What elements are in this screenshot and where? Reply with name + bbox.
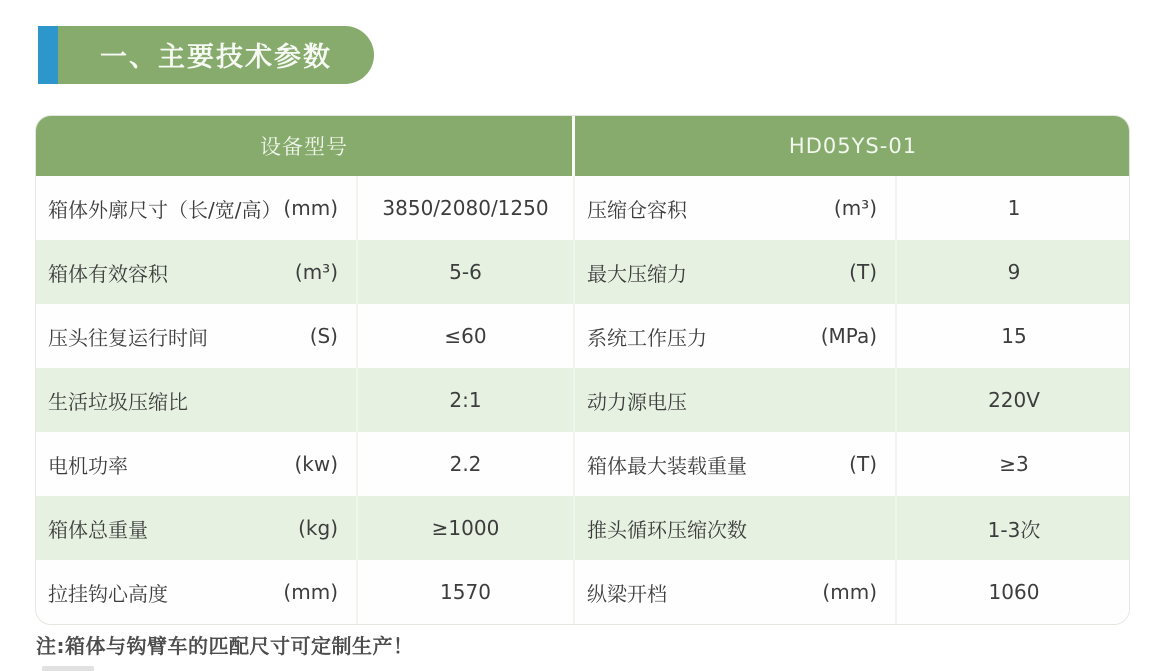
param-label: 纵梁开档 (587, 581, 667, 606)
table-row (36, 240, 1129, 304)
param-label: 生活垃圾压缩比 (48, 389, 188, 414)
param-label: 推头循环压缩次数 (587, 517, 747, 542)
cutoff-next-section-fragment (42, 666, 94, 671)
param-unit: (mm) (283, 580, 338, 604)
param-name-cell (36, 560, 358, 624)
param-label: 系统工作压力 (587, 325, 707, 350)
param-unit: (mm) (822, 580, 877, 604)
section-title-badge (58, 26, 374, 84)
param-unit: (T) (849, 260, 877, 284)
param-name-cell (36, 176, 358, 240)
footnote: 注:箱体与钩臂车的匹配尺寸可定制生产！ (36, 634, 414, 658)
table-row (36, 368, 1129, 432)
param-value-cell: 1570 (358, 560, 575, 624)
param-label: 压头往复运行时间 (48, 325, 208, 350)
param-label: 拉挂钩心高度 (48, 581, 168, 606)
table-header-model-label: 设备型号 (36, 116, 575, 176)
param-unit: (S) (309, 324, 338, 348)
param-value-cell: 1060 (988, 580, 1040, 604)
param-value-cell: 15 (1001, 324, 1027, 348)
param-value-cell: ≥3 (999, 452, 1029, 476)
param-unit: (kw) (294, 452, 338, 476)
param-label: 动力源电压 (587, 389, 687, 414)
param-value-cell: 220V (988, 388, 1040, 412)
param-unit: (T) (849, 452, 877, 476)
section-header (38, 26, 374, 84)
param-value-cell: 5-6 (358, 240, 575, 304)
param-value-cell: 1 (1007, 196, 1021, 220)
param-name-cell (575, 240, 897, 304)
table-row (36, 304, 1129, 368)
param-value-cell: 9 (1007, 260, 1021, 284)
table-row (36, 496, 1129, 560)
param-name-cell (575, 368, 897, 432)
table-row (36, 432, 1129, 496)
param-name-cell (575, 560, 897, 624)
param-name-cell (36, 496, 358, 560)
accent-bar (38, 26, 58, 84)
param-name-cell (575, 432, 897, 496)
param-unit: (kg) (298, 516, 338, 540)
param-name-cell (575, 496, 897, 560)
param-name-cell (575, 304, 897, 368)
table-header-model-value: HD05YS-01 (788, 134, 918, 158)
param-name-cell (36, 240, 358, 304)
param-value-cell: 3850/2080/1250 (358, 176, 575, 240)
section-title: 一、主要技术参数 (100, 41, 332, 73)
param-label: 箱体最大装载重量 (587, 453, 747, 478)
param-label: 箱体总重量 (48, 517, 148, 542)
param-value-cell: 1-3次 (987, 517, 1041, 542)
param-unit: (mm) (283, 196, 338, 220)
table-row (36, 176, 1129, 240)
table-header-row (36, 116, 1129, 176)
spec-table (35, 115, 1130, 625)
param-name-cell (36, 432, 358, 496)
param-label: 箱体外廓尺寸（长/宽/高） (48, 197, 282, 222)
param-label: 压缩仓容积 (587, 197, 687, 222)
param-value-cell: ≤60 (358, 304, 575, 368)
param-unit: (MPa) (820, 324, 877, 348)
param-name-cell (36, 368, 358, 432)
param-value-cell: 2.2 (358, 432, 575, 496)
param-name-cell (575, 176, 897, 240)
param-value-cell: 2:1 (358, 368, 575, 432)
param-label: 电机功率 (48, 453, 128, 478)
param-unit: (m³) (294, 260, 338, 284)
param-name-cell (36, 304, 358, 368)
param-label: 最大压缩力 (587, 261, 687, 286)
param-unit: (m³) (833, 196, 877, 220)
param-label: 箱体有效容积 (48, 261, 168, 286)
param-value-cell: ≥1000 (358, 496, 575, 560)
table-row (36, 560, 1129, 624)
